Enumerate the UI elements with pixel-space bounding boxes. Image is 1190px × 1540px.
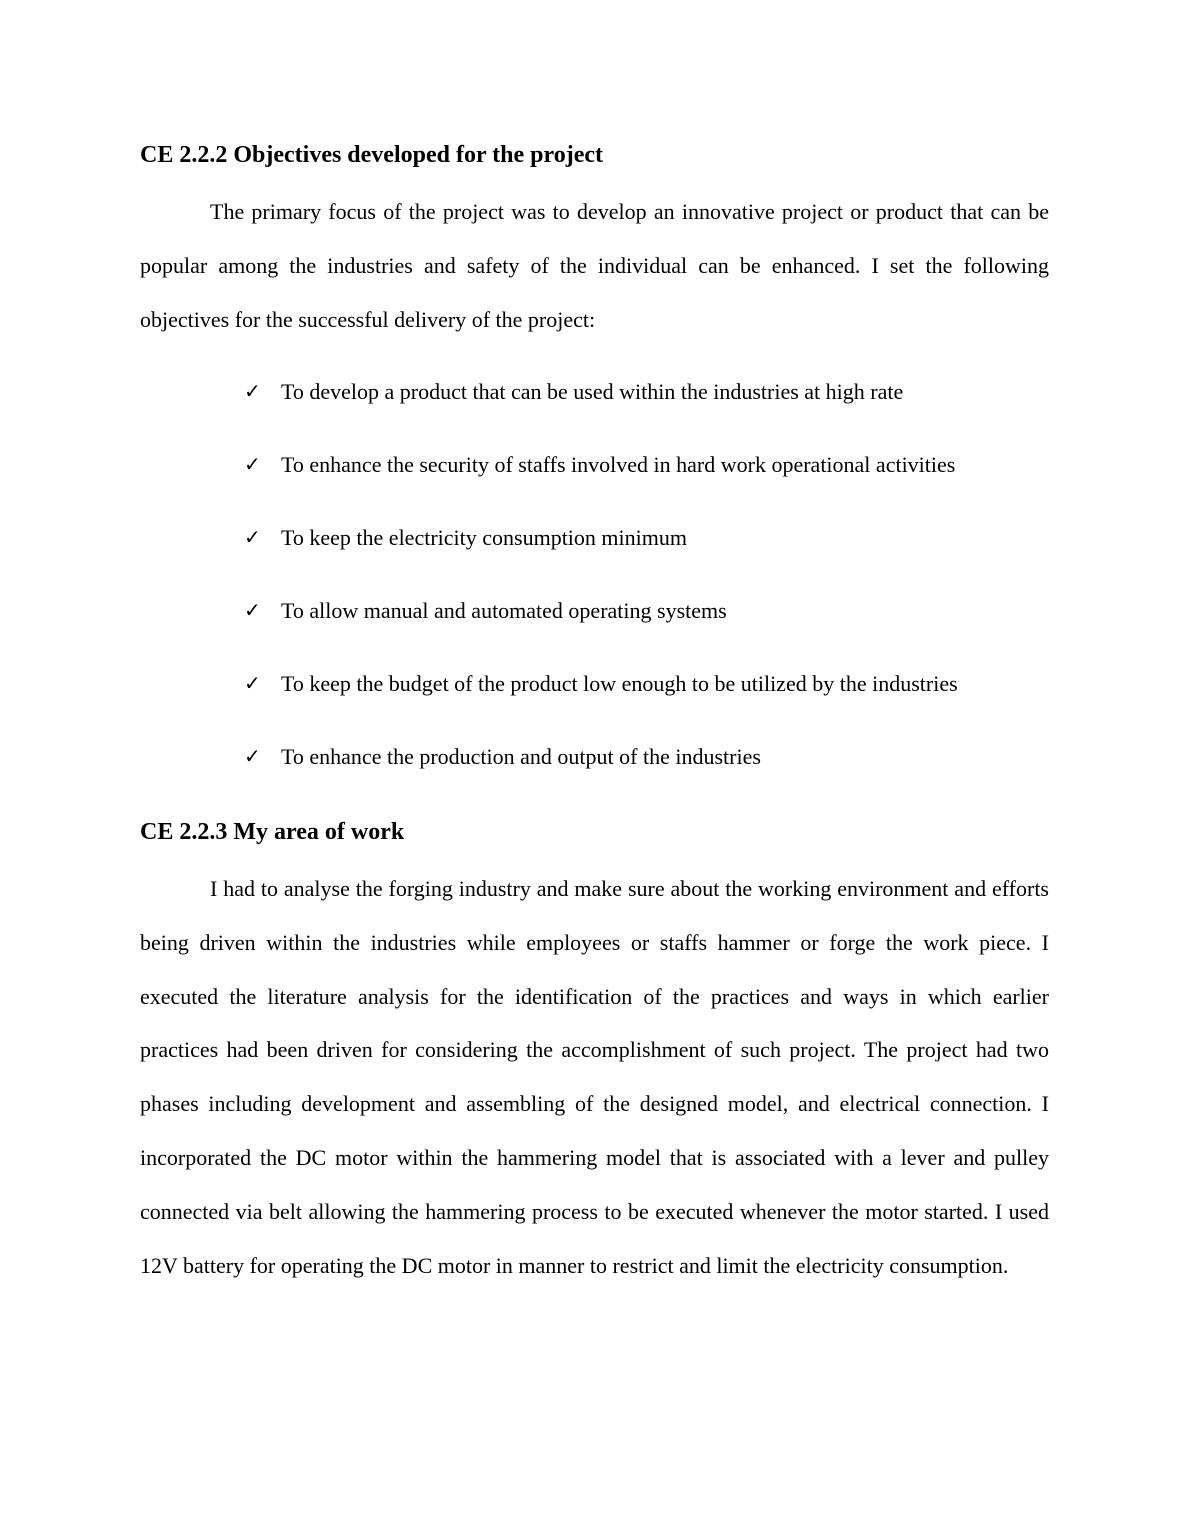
objective-text: To develop a product that can be used within the industries at high rate (281, 379, 904, 404)
objective-text: To enhance the security of staffs involved in hard work operational activities (281, 452, 956, 477)
objective-text: To enhance the production and output of the industries (281, 744, 761, 769)
check-icon: ✓ (244, 381, 261, 403)
check-icon: ✓ (244, 673, 261, 695)
area-of-work-paragraph: I had to analyse the forging industry and make sure about the working environment and efforts being driven within the industries while employees or staffs hammer or forge the work piece. I executed the literature analysis for the identification of the practices and ways in which earlier practices had been driven for considering the accomplishment of such project. The project had two phases including development and assembling of the designed model, and electrical connection. I incorporated the DC motor within the hammering model that is associated with a lever and pulley connected via belt allowing the hammering process to be executed whenever the motor started. I used 12V battery for operating the DC motor in manner to restrict and limit the electricity consumption. (140, 876, 1049, 1278)
section-heading-area-of-work: CE 2.2.3 My area of work (140, 819, 405, 845)
check-icon: ✓ (244, 746, 261, 768)
objective-text: To keep the electricity consumption minimum (281, 525, 687, 550)
check-icon: ✓ (244, 454, 261, 476)
objective-text: To keep the budget of the product low enough to be utilized by the industries (281, 671, 958, 696)
objectives-intro-paragraph: The primary focus of the project was to develop an innovative project or product that can be popular among the industries and safety of the individual can be enhanced. I set the following objectives for the successful delivery of the project: (140, 199, 1049, 332)
section-heading-objectives: CE 2.2.2 Objectives developed for the project (140, 142, 604, 168)
check-icon: ✓ (244, 600, 261, 622)
check-icon: ✓ (244, 527, 261, 549)
objective-text: To allow manual and automated operating systems (281, 598, 727, 623)
